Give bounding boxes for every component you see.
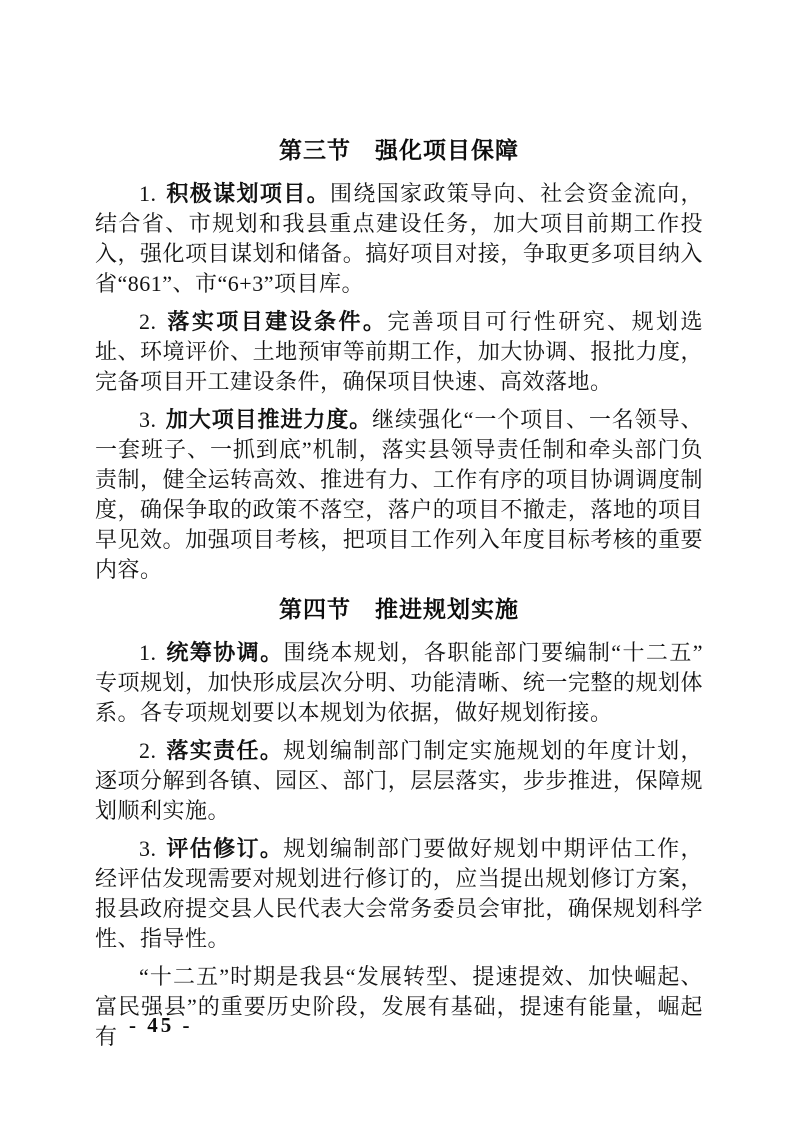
paragraph (95, 638, 703, 728)
paragraph-body: 继续强化“一个项目、一名领导、一套班子、一抓到底”机制，落实县领导责任制和牵头部门负责制，健全运转高效、推进有力、工作有序的项目协调调度制度，确保争取的政策不落空，落户的项目不撤走，落地的项目早见效。加强项目考核，把项目工作列入年度目标考核的重要内容。 (95, 407, 703, 582)
paragraph-number: 1. (139, 640, 157, 665)
document-content (95, 132, 703, 1060)
paragraph-lead: 加大项目推进力度。 (165, 407, 373, 432)
paragraph-lead: 评估修订。 (165, 836, 284, 861)
paragraph (95, 962, 703, 1052)
paragraph-lead: 落实项目建设条件。 (165, 309, 388, 334)
paragraph-body: 规划编制部门制定实施规划的年度计划，逐项分解到各镇、园区、部门，层层落实，步步推进，保障规划顺利实施。 (95, 738, 703, 823)
paragraph (95, 834, 703, 954)
paragraph (95, 179, 703, 299)
paragraph-number: 1. (139, 181, 157, 206)
paragraph-number: 2. (139, 738, 157, 763)
page-number: - 45 - (129, 1013, 193, 1037)
paragraph-lead: 统筹协调。 (165, 640, 284, 665)
paragraph-body: 围绕本规划，各职能部门要编制“十二五”专项规划，加快形成层次分明、功能清晰、统一完整的规划体系。各专项规划要以本规划为依据，做好规划衔接。 (95, 640, 703, 725)
paragraph (95, 307, 703, 397)
paragraph-lead: 落实责任。 (165, 738, 284, 763)
paragraph-number: 3. (139, 407, 157, 432)
paragraph-body: 规划编制部门要做好规划中期评估工作，经评估发现需要对规划进行修订的，应当提出规划修订方案，报县政府提交县人民代表大会常务委员会审批，确保规划科学性、指导性。 (95, 836, 703, 951)
paragraph (95, 405, 703, 585)
paragraph (95, 736, 703, 826)
paragraph-lead: 积极谋划项目。 (165, 181, 330, 206)
paragraph-body: 围绕国家政策导向、社会资金流向，结合省、市规划和我县重点建设任务，加大项目前期工作投入，强化项目谋划和储备。搞好项目对接，争取更多项目纳入省“861”、市“6+3”项目库。 (95, 181, 703, 296)
paragraph-body: 完善项目可行性研究、规划选址、环境评价、土地预审等前期工作，加大协调、报批力度，完备项目开工建设条件，确保项目快速、高效落地。 (95, 309, 703, 394)
paragraph-number: 3. (139, 836, 157, 861)
paragraph-number: 2. (139, 309, 157, 334)
paragraph-body: “十二五”时期是我县“发展转型、提速提效、加快崛起、富民强县”的重要历史阶段，发展有基础，提速有能量，崛起有 (95, 964, 703, 1049)
section-heading-3: 第三节 强化项目保障 (279, 137, 519, 163)
section-heading-4: 第四节 推进规划实施 (279, 596, 519, 622)
page-footer (129, 1013, 193, 1038)
